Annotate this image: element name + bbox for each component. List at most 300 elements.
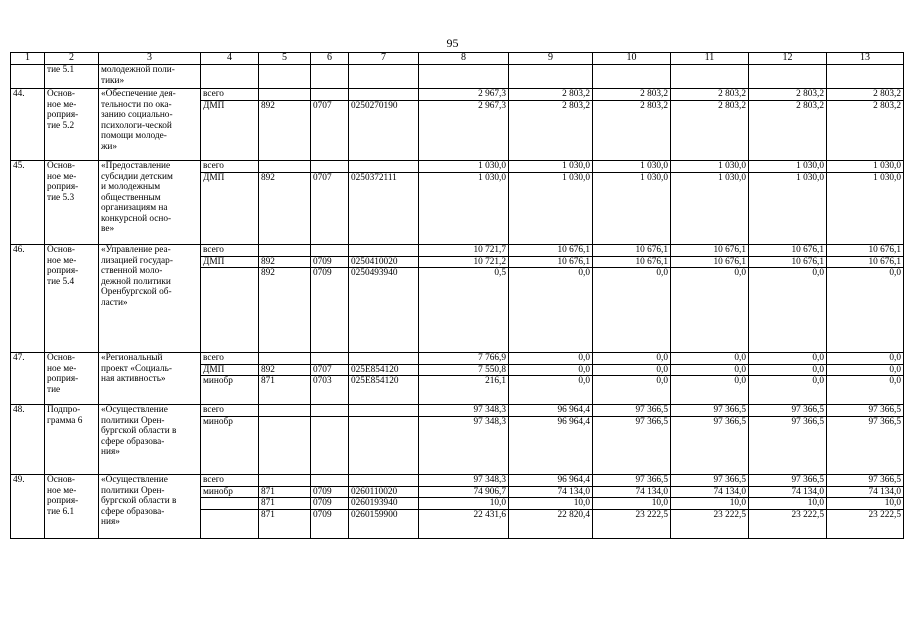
executor-value: минобр xyxy=(201,486,258,498)
target-code-value: 0260193940 xyxy=(349,497,418,509)
target-code-value: 025E854120 xyxy=(349,364,418,376)
row-number: 47. xyxy=(11,353,45,405)
amount-value: 96 964,4 xyxy=(509,416,592,428)
amount-col-8 xyxy=(419,161,509,245)
amount-value: 2 803,2 xyxy=(509,100,592,112)
amount-value: 2 803,2 xyxy=(562,89,590,99)
section-code xyxy=(311,475,349,539)
executor xyxy=(201,89,259,161)
table-row xyxy=(11,405,904,475)
amount-value: 10,0 xyxy=(419,497,508,509)
amount-value: 0,0 xyxy=(509,375,592,387)
activity-title xyxy=(99,405,201,475)
amount-value: 1 030,0 xyxy=(718,161,746,171)
column-header-7: 7 xyxy=(349,53,419,65)
amount-value: 10 676,1 xyxy=(509,256,592,268)
ministry-code-value: 871 xyxy=(259,497,310,509)
amount-value: 0,0 xyxy=(593,364,670,376)
column-header-9: 9 xyxy=(509,53,593,65)
amount-value: 10 676,1 xyxy=(749,256,826,268)
activity-title-line: дежной политики xyxy=(101,276,171,287)
amount-value: 10,0 xyxy=(509,497,592,509)
activity-type-line: ное ме- xyxy=(47,485,77,496)
ministry-code-value: 871 xyxy=(259,486,310,498)
activity-title-line: политики Орен- xyxy=(101,415,165,426)
ministry-code-value xyxy=(259,245,310,256)
activity-title-line: проект «Социаль- xyxy=(101,363,172,374)
activity-type-line: грамма 6 xyxy=(47,415,83,426)
target-code-value: 0260159900 xyxy=(349,509,418,521)
amount-col-11 xyxy=(671,405,749,475)
amount-value: 2 967,3 xyxy=(478,89,506,99)
amount-col-11 xyxy=(671,353,749,405)
ministry-code-value: 871 xyxy=(259,509,310,521)
activity-type-line: тие 5.2 xyxy=(47,120,75,131)
activity-type-line: роприя- xyxy=(47,110,79,120)
ministry-code-value: 892 xyxy=(259,172,310,184)
amount-value: 0,0 xyxy=(656,353,668,363)
executor-value: ДМП xyxy=(201,172,258,184)
amount-col-10 xyxy=(593,161,671,245)
amount-value: 97 348,3 xyxy=(473,405,506,415)
amount-col-13 xyxy=(827,161,904,245)
amount-value: 74 134,0 xyxy=(671,486,748,498)
activity-type-line: тие 6.1 xyxy=(47,506,75,517)
section-code-value xyxy=(311,405,348,416)
amount-col-9 xyxy=(509,245,593,353)
amount-col-12 xyxy=(749,161,827,245)
amount-col-9 xyxy=(509,475,593,539)
executor-value: ДМП xyxy=(201,256,258,268)
target-code xyxy=(349,405,419,475)
activity-title-line: Оренбургской об- xyxy=(101,287,172,297)
executor-value: всего xyxy=(203,89,224,99)
activity-title-line: политики Орен- xyxy=(101,485,165,496)
activity-type-line: Основ- xyxy=(47,161,75,171)
executor-value: минобр xyxy=(201,375,258,387)
column-header-4: 4 xyxy=(201,53,259,65)
amount-value: 10 676,1 xyxy=(827,256,903,268)
table-row xyxy=(11,353,904,405)
amount-col-12 xyxy=(749,475,827,539)
amount-value: 97 366,5 xyxy=(713,475,746,485)
amount-value: 22 820,4 xyxy=(509,509,592,521)
activity-type xyxy=(45,89,99,161)
amount-value: 1 030,0 xyxy=(419,172,508,184)
activity-title-line: тики» xyxy=(101,75,125,86)
ministry-code-value: 892 xyxy=(259,100,310,112)
executor xyxy=(201,475,259,539)
amount-col-8 xyxy=(419,353,509,405)
column-header-10: 10 xyxy=(593,53,671,65)
activity-title-line: молодежной поли- xyxy=(101,65,175,75)
activity-title-line: общественным xyxy=(101,192,161,203)
ministry-code xyxy=(259,161,311,245)
amount-value: 0,0 xyxy=(593,267,670,279)
row-number xyxy=(11,65,45,89)
amount-value: 1 030,0 xyxy=(509,172,592,184)
executor-value xyxy=(201,509,258,521)
amount-value: 0,0 xyxy=(578,353,590,363)
activity-type-line: ное ме- xyxy=(47,363,77,374)
activity-type-line: Основ- xyxy=(47,353,75,363)
amount-value: 10 676,1 xyxy=(713,245,746,255)
executor-value: всего xyxy=(203,405,224,415)
amount-col-8 xyxy=(419,405,509,475)
ministry-code-value: 892 xyxy=(259,256,310,268)
table-row xyxy=(11,65,904,89)
row-number: 45. xyxy=(11,161,45,245)
amount-value: 2 803,2 xyxy=(671,100,748,112)
activity-type-line: ное ме- xyxy=(47,255,77,266)
amount-value: 2 803,2 xyxy=(827,100,903,112)
ministry-code-value: 871 xyxy=(259,375,310,387)
amount-value: 10 676,1 xyxy=(791,245,824,255)
amount-value: 10,0 xyxy=(593,497,670,509)
amount-value: 97 366,5 xyxy=(791,405,824,415)
amount-col-10 xyxy=(593,353,671,405)
amount-value: 7 550,8 xyxy=(419,364,508,376)
amount-value: 23 222,5 xyxy=(671,509,748,521)
amount-value: 1 030,0 xyxy=(796,161,824,171)
amount-value: 97 366,5 xyxy=(713,405,746,415)
amount-col-11 xyxy=(671,475,749,539)
amount-value: 0,0 xyxy=(749,375,826,387)
target-code-value: 0250410020 xyxy=(349,256,418,268)
activity-title-line: «Предоставление xyxy=(101,161,171,171)
amount-value: 97 366,5 xyxy=(671,416,748,428)
column-header-3: 3 xyxy=(99,53,201,65)
column-header-5: 5 xyxy=(259,53,311,65)
amount-col-12 xyxy=(749,353,827,405)
target-code-value xyxy=(349,475,418,486)
target-code-value xyxy=(349,161,418,172)
amount-col-10 xyxy=(593,475,671,539)
section-code-value xyxy=(311,89,348,100)
amount-col-13 xyxy=(827,245,904,353)
amount-value: 2 803,2 xyxy=(873,89,901,99)
executor-value xyxy=(201,267,258,279)
amount-value: 23 222,5 xyxy=(749,509,826,521)
activity-type xyxy=(45,161,99,245)
activity-title xyxy=(99,245,201,353)
activity-title-line: жи» xyxy=(101,141,118,152)
amount-col-13 xyxy=(827,89,904,161)
executor xyxy=(201,353,259,405)
amount-value: 10 676,1 xyxy=(635,245,668,255)
activity-title-line: «Осуществление xyxy=(101,405,168,415)
ministry-code-value xyxy=(259,353,310,364)
amount-value: 74 134,0 xyxy=(749,486,826,498)
amount-col-10 xyxy=(593,245,671,353)
column-header-13: 13 xyxy=(827,53,904,65)
activity-type xyxy=(45,245,99,353)
amount-value: 2 803,2 xyxy=(593,100,670,112)
executor-value: всего xyxy=(203,475,224,485)
executor-value: всего xyxy=(203,353,224,363)
amount-col-13 xyxy=(827,475,904,539)
ministry-code-value xyxy=(259,475,310,486)
activity-title xyxy=(99,353,201,405)
activity-title-line: психологи-ческой xyxy=(101,120,172,131)
amount-value: 97 366,5 xyxy=(868,475,901,485)
amount-value: 10 676,1 xyxy=(557,245,590,255)
amount-col-11 xyxy=(671,245,749,353)
column-header-6: 6 xyxy=(311,53,349,65)
amount-col-8 xyxy=(419,65,509,89)
amount-col-12 xyxy=(749,405,827,475)
activity-title-line: организациям на xyxy=(101,203,168,213)
amount-value: 97 366,5 xyxy=(635,405,668,415)
amount-col-9 xyxy=(509,161,593,245)
activity-title xyxy=(99,161,201,245)
ministry-code-value: 892 xyxy=(259,364,310,376)
activity-type-line: роприя- xyxy=(47,374,79,384)
section-code-value: 0707 xyxy=(311,172,348,184)
activity-title-line: занию социально- xyxy=(101,110,173,120)
amount-value: 96 964,4 xyxy=(557,475,590,485)
amount-value: 7 766,9 xyxy=(478,353,506,363)
amount-value: 0,0 xyxy=(827,364,903,376)
executor-value: минобр xyxy=(201,416,258,428)
amount-col-13 xyxy=(827,65,904,89)
activity-type-line: Основ- xyxy=(47,245,75,255)
activity-type-line: ное ме- xyxy=(47,99,77,110)
target-code-value xyxy=(349,405,418,416)
section-code-value: 0709 xyxy=(311,486,348,498)
ministry-code-value xyxy=(259,161,310,172)
amount-value: 0,5 xyxy=(419,267,508,279)
amount-value: 0,0 xyxy=(671,364,748,376)
amount-col-12 xyxy=(749,89,827,161)
amount-value: 0,0 xyxy=(671,267,748,279)
amount-value: 97 366,5 xyxy=(593,416,670,428)
amount-value: 2 803,2 xyxy=(718,89,746,99)
target-code xyxy=(349,65,419,89)
activity-title-line: субсидии детским xyxy=(101,171,173,182)
amount-value: 2 803,2 xyxy=(749,100,826,112)
section-code-value xyxy=(311,353,348,364)
amount-col-10 xyxy=(593,65,671,89)
amount-value: 0,0 xyxy=(749,267,826,279)
activity-type xyxy=(45,475,99,539)
activity-title-line: бургской области в xyxy=(101,496,177,506)
target-code xyxy=(349,353,419,405)
section-code xyxy=(311,89,349,161)
target-code-value: 0250372111 xyxy=(349,172,418,184)
activity-title-line: «Осуществление xyxy=(101,475,168,485)
activity-type xyxy=(45,405,99,475)
activity-title-line: сфере образова- xyxy=(101,506,165,517)
amount-value: 10,0 xyxy=(671,497,748,509)
amount-col-8 xyxy=(419,245,509,353)
amount-value: 23 222,5 xyxy=(593,509,670,521)
column-header-1: 1 xyxy=(11,53,45,65)
amount-col-9 xyxy=(509,405,593,475)
target-code-value xyxy=(349,416,418,428)
table-row xyxy=(11,475,904,539)
executor xyxy=(201,65,259,89)
amount-value: 2 803,2 xyxy=(640,89,668,99)
activity-title-line: ния» xyxy=(101,447,120,457)
amount-value: 10 721,2 xyxy=(419,256,508,268)
target-code-value: 0260110020 xyxy=(349,486,418,498)
section-code-value: 0707 xyxy=(311,364,348,376)
activity-title-line: «Управление реа- xyxy=(101,245,171,255)
target-code-value: 0250493940 xyxy=(349,267,418,279)
column-header-2: 2 xyxy=(45,53,99,65)
ministry-code-value xyxy=(259,89,310,100)
section-code-value: 0703 xyxy=(311,375,348,387)
activity-type-line: ное ме- xyxy=(47,171,77,182)
ministry-code xyxy=(259,475,311,539)
activity-type-line: роприя- xyxy=(47,182,79,192)
amount-value: 2 967,3 xyxy=(419,100,508,112)
amount-value: 0,0 xyxy=(671,375,748,387)
amount-value: 0,0 xyxy=(593,375,670,387)
executor-value: всего xyxy=(203,161,224,171)
executor xyxy=(201,405,259,475)
amount-value: 97 348,3 xyxy=(419,416,508,428)
amount-value: 22 431,6 xyxy=(419,509,508,521)
activity-title-line: ния» xyxy=(101,517,120,527)
target-code-value: 0250270190 xyxy=(349,100,418,112)
header-row xyxy=(11,53,904,65)
amount-col-13 xyxy=(827,405,904,475)
amount-value: 74 906,7 xyxy=(419,486,508,498)
amount-value: 0,0 xyxy=(749,364,826,376)
ministry-code xyxy=(259,353,311,405)
executor xyxy=(201,161,259,245)
activity-title-line: помощи молоде- xyxy=(101,131,167,141)
activity-type-line: роприя- xyxy=(47,266,79,276)
activity-title-line: конкурсной осно- xyxy=(101,213,172,224)
amount-col-12 xyxy=(749,65,827,89)
amount-col-9 xyxy=(509,353,593,405)
activity-type-line: тие xyxy=(47,384,61,395)
ministry-code xyxy=(259,65,311,89)
amount-value: 0,0 xyxy=(889,353,901,363)
amount-col-9 xyxy=(509,89,593,161)
amount-value: 2 803,2 xyxy=(796,89,824,99)
executor-value xyxy=(201,497,258,509)
section-code-value: 0707 xyxy=(311,100,348,112)
executor xyxy=(201,245,259,353)
activity-type-line: Основ- xyxy=(47,475,75,485)
section-code xyxy=(311,353,349,405)
amount-value: 0,0 xyxy=(509,267,592,279)
activity-type-line: роприя- xyxy=(47,496,79,506)
amount-value: 10 676,1 xyxy=(868,245,901,255)
activity-title-line: ве» xyxy=(101,224,115,234)
amount-value: 10,0 xyxy=(749,497,826,509)
page-number: 95 xyxy=(446,36,459,50)
amount-value: 97 366,5 xyxy=(749,416,826,428)
ministry-code-value xyxy=(259,416,310,428)
executor-value: ДМП xyxy=(201,100,258,112)
amount-value: 74 134,0 xyxy=(827,486,903,498)
amount-value: 0,0 xyxy=(827,375,903,387)
amount-value: 96 964,4 xyxy=(557,405,590,415)
activity-type xyxy=(45,353,99,405)
amount-value: 1 030,0 xyxy=(873,161,901,171)
amount-value: 0,0 xyxy=(734,353,746,363)
amount-value: 0,0 xyxy=(509,364,592,376)
table-row xyxy=(11,245,904,353)
amount-col-10 xyxy=(593,405,671,475)
amount-col-10 xyxy=(593,89,671,161)
ministry-code xyxy=(259,405,311,475)
section-code-value xyxy=(311,245,348,256)
amount-value: 0,0 xyxy=(827,267,903,279)
section-code xyxy=(311,245,349,353)
amount-value: 1 030,0 xyxy=(827,172,903,184)
activity-title-line: «Региональный xyxy=(101,353,163,363)
amount-value: 0,0 xyxy=(812,353,824,363)
activity-title-line: «Обеспечение дея- xyxy=(101,89,176,99)
amount-col-13 xyxy=(827,353,904,405)
activity-type-line: тие 5.1 xyxy=(47,65,75,75)
table-row xyxy=(11,161,904,245)
amount-value: 10 676,1 xyxy=(671,256,748,268)
amount-value: 10,0 xyxy=(827,497,903,509)
amount-col-11 xyxy=(671,65,749,89)
amount-value: 10 676,1 xyxy=(593,256,670,268)
ministry-code-value: 892 xyxy=(259,267,310,279)
activity-type-line: Подпро- xyxy=(47,405,81,415)
row-number: 46. xyxy=(11,245,45,353)
section-code-value: 0709 xyxy=(311,256,348,268)
ministry-code xyxy=(259,245,311,353)
activity-type xyxy=(45,65,99,89)
activity-title-line: ная активность» xyxy=(101,374,166,384)
section-code-value xyxy=(311,416,348,428)
amount-col-8 xyxy=(419,89,509,161)
amount-value: 97 366,5 xyxy=(827,416,903,428)
amount-value: 23 222,5 xyxy=(827,509,903,521)
amount-value: 1 030,0 xyxy=(749,172,826,184)
activity-title-line: ласти» xyxy=(101,297,128,308)
section-code xyxy=(311,65,349,89)
amount-col-11 xyxy=(671,89,749,161)
amount-value: 1 030,0 xyxy=(671,172,748,184)
target-code xyxy=(349,161,419,245)
activity-type-line: тие 5.4 xyxy=(47,276,75,287)
budget-table xyxy=(10,52,904,539)
column-header-12: 12 xyxy=(749,53,827,65)
amount-value: 97 366,5 xyxy=(635,475,668,485)
target-code xyxy=(349,245,419,353)
activity-title xyxy=(99,89,201,161)
amount-col-8 xyxy=(419,475,509,539)
amount-value: 97 366,5 xyxy=(791,475,824,485)
row-number: 48. xyxy=(11,405,45,475)
target-code-value: 025E854120 xyxy=(349,375,418,387)
amount-value: 97 366,5 xyxy=(868,405,901,415)
column-header-8: 8 xyxy=(419,53,509,65)
target-code-value xyxy=(349,353,418,364)
activity-title-line: и молодежным xyxy=(101,182,161,192)
section-code-value: 0709 xyxy=(311,267,348,279)
target-code-value xyxy=(349,89,418,100)
row-number: 44. xyxy=(11,89,45,161)
section-code-value xyxy=(311,475,348,486)
amount-value: 97 348,3 xyxy=(473,475,506,485)
target-code-value xyxy=(349,245,418,256)
table-row xyxy=(11,89,904,161)
section-code xyxy=(311,161,349,245)
activity-title-line: лизацией государ- xyxy=(101,255,173,266)
